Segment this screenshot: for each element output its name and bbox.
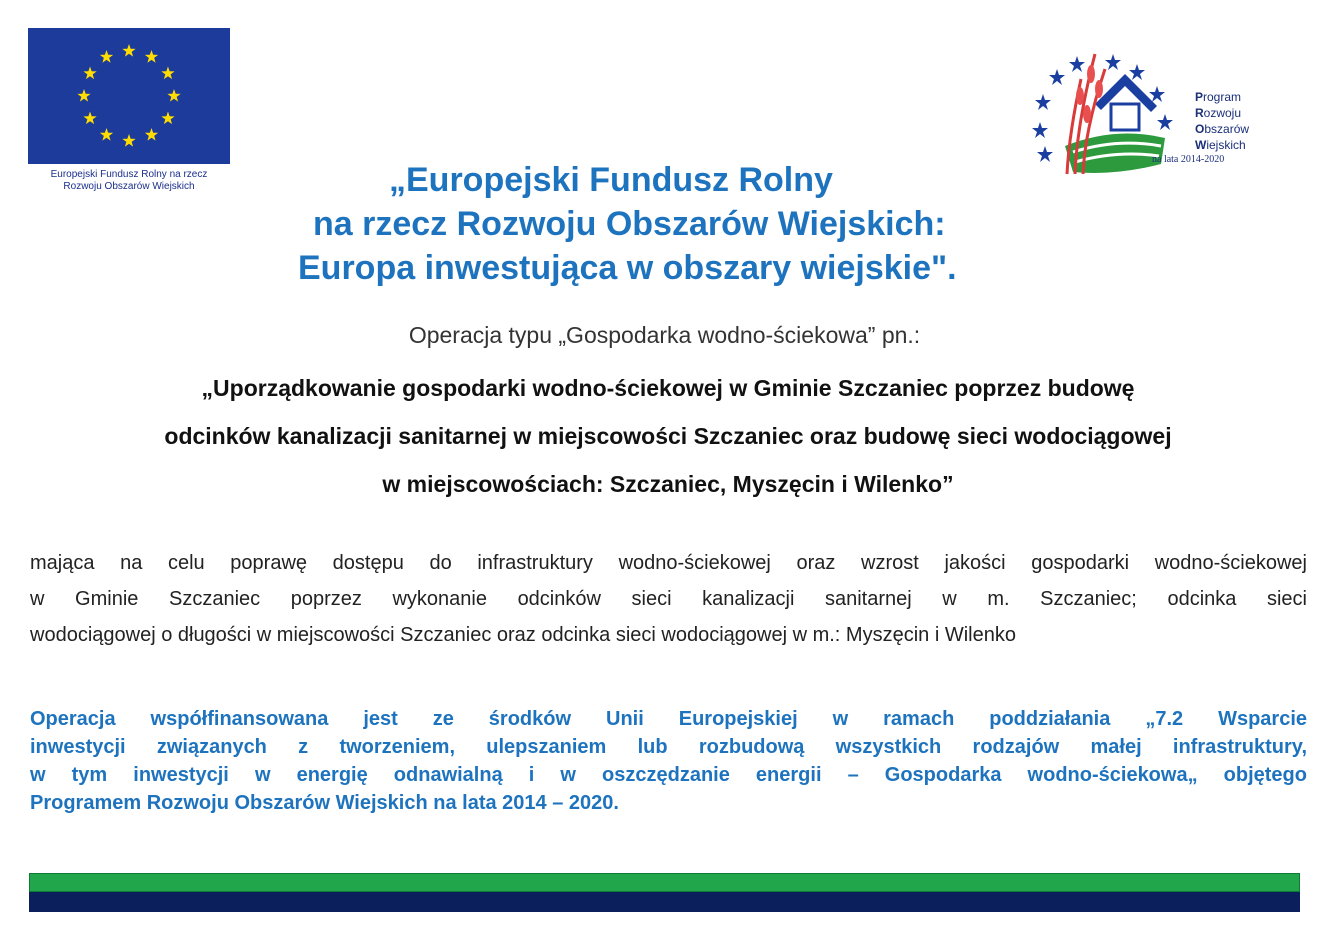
description [30,545,1307,653]
prow-line3: Obszarów [1195,122,1250,136]
operation-name-line2: odcinków kanalizacji sanitarnej w miejscowości Szczaniec oraz budowę sieci wodociągowej [164,423,1172,449]
prow-line2: Rozwoju [1195,106,1242,120]
cofinancing-line3: w tym inwestycji w energię odnawialną i w oszczędzanie energii – Gospodarka wodno-ściekowa„ objętego [30,764,1307,786]
eu-star-icon [100,50,113,63]
eu-logo [28,28,230,193]
eu-star-icon [145,128,158,141]
headline-line2: na rzecz Rozwoju Obszarów Wiejskich: [313,205,946,243]
eu-stars-icon [28,28,230,164]
footer-bar-green [29,873,1300,892]
eu-star-icon [145,50,158,63]
description-line2: w Gminie Szczaniec poprzez wykonanie odcinków sieci kanalizacji sanitarnej w m. Szczaniec; odcinka sieci [30,588,1307,610]
cofinancing-line2: inwestycji związanych z tworzeniem, ulepszaniem lub rozbudową wszystkich rodzajów małej infrastruktury, [30,736,1307,758]
eu-star-icon [167,89,180,102]
prow-logo-text [1195,89,1249,153]
headline-line1: „Europejski Fundusz Rolny [389,161,833,199]
headline-line3: Europa inwestująca w obszary wiejskie". [298,249,957,287]
eu-star-icon [83,67,96,80]
cofinancing-line4: Programem Rozwoju Obszarów Wiejskich na lata 2014 – 2020. [30,792,619,814]
operation-name [0,364,1329,508]
description-line3: wodociągowej o długości w miejscowości Szczaniec oraz odcinka sieci wodociągowej w m.: Myszęcin i Wilenko [30,624,1016,646]
cofinancing-note [30,705,1307,817]
cofinancing-line1: Operacja współfinansowana jest ze środków Unii Europejskiej w ramach poddziałania „7.2 Wsparcie [30,708,1307,730]
eu-caption-line1: Europejski Fundusz Rolny na rzecz [50,169,208,180]
eu-caption-line2: Rozwoju Obszarów Wiejskich [63,181,195,192]
eu-star-icon [161,67,174,80]
eu-star-icon [83,112,96,125]
operation-type: Operacja typu „Gospodarka wodno-ściekowa” pn.: [408,322,921,348]
eu-star-icon [161,112,174,125]
eu-star-icon [122,44,135,57]
eu-logo-caption [28,169,230,193]
footer-bar-navy [29,892,1300,912]
prow-logo [1025,34,1265,184]
prow-years: na lata 2014-2020 [1152,154,1225,165]
prow-line1: Program [1195,90,1242,104]
eu-star-icon [100,128,113,141]
description-line1: mająca na celu poprawę dostępu do infrastruktury wodno-ściekowej oraz wzrost jakości gospodarki wodno-ściekowej [30,552,1307,574]
eu-flag-icon [28,28,230,164]
prow-line4: Wiejskich [1195,138,1246,152]
eu-star-icon [77,89,90,102]
eu-star-icon [122,134,135,147]
operation-name-line1: „Uporządkowanie gospodarki wodno-ściekowej w Gminie Szczaniec poprzez budowę [201,375,1135,401]
operation-name-line3: w miejscowościach: Szczaniec, Myszęcin i Wilenko” [382,471,954,497]
